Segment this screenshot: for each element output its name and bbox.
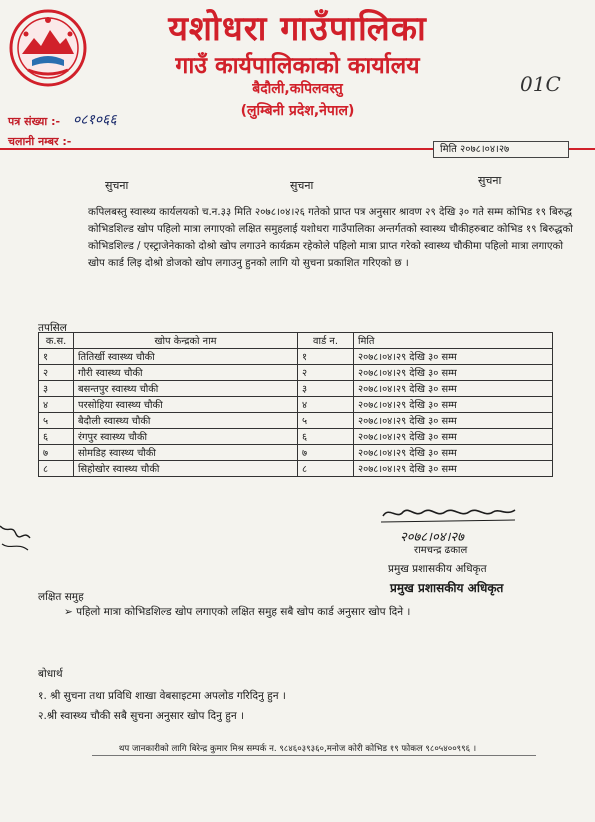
row-center-name: रंगपुर स्वास्थ्य चौकी <box>74 429 298 445</box>
dispatch-number-label: चलानी नम्बर :- <box>8 135 72 148</box>
row-sn: ५ <box>39 413 74 429</box>
row-ward: ८ <box>298 461 354 477</box>
target-group-text: ➢ पहिलो मात्रा कोभिडशिल्ड खोप लगाएको लक्षित समुह सबै खोप कार्ड अनुसार खोप दिने । <box>64 606 411 618</box>
handwritten-mark: 01C <box>520 72 561 96</box>
row-date: २०७८।०४।२९ देखि ३० सम्म <box>354 397 553 413</box>
table-row <box>39 397 553 413</box>
table-row <box>39 461 553 477</box>
row-sn: ७ <box>39 445 74 461</box>
row-date: २०७८।०४।२९ देखि ३० सम्म <box>354 365 553 381</box>
row-sn: २ <box>39 365 74 381</box>
reference-number-value: ०८१०६६ <box>73 112 117 128</box>
vaccination-centers-table <box>38 332 553 477</box>
signatory-stamp: प्रमुख प्रशासकीय अधिकृत <box>390 581 504 595</box>
row-center-name: तितिर्खी स्वास्थ्य चौकी <box>74 349 298 365</box>
table-row <box>39 413 553 429</box>
col-header-sn: क.स. <box>39 333 74 349</box>
row-center-name: सोमडिह स्वास्थ्य चौकी <box>74 445 298 461</box>
notice-heading-2: सुचना <box>290 179 314 192</box>
row-ward: ४ <box>298 397 354 413</box>
row-date: २०७८।०४।२९ देखि ३० सम्म <box>354 429 553 445</box>
cc-heading: बोधार्थ <box>38 668 63 680</box>
office-title: गाउँ कार्यपालिकाको कार्यालय <box>175 53 420 79</box>
signatory-name: रामचन्द्र ढकाल <box>414 545 468 556</box>
row-sn: ३ <box>39 381 74 397</box>
row-ward: ६ <box>298 429 354 445</box>
row-ward: २ <box>298 365 354 381</box>
letter-date: मिति २०७८।०४।२७ <box>433 141 569 158</box>
table-row <box>39 445 553 461</box>
margin-initials-icon <box>0 520 34 560</box>
row-sn: ४ <box>39 397 74 413</box>
row-center-name: गौरी स्वास्थ्य चौकी <box>74 365 298 381</box>
notice-body: कपिलबस्तु स्वास्थ्य कार्यलयको च.न.३३ मिति २०७८।०४।२६ गतेको प्राप्त पत्र अनुसार श्रावण २९ देखि ३० गते सम्म कोभिड १९ बिरुद्ध कोभिडशिल्ड खोप पहिलो मात्रा लगाएको लक्षित समुहलाई यशोधरा गाउँपालिका अन्तर्गतको स्वास्थ्य चौकीहरुबाट कोभिड १९ बिरुद्धको कोभिडशिल्ड / एस्ट्राजेनेकाको दोश्रो खोप लगाउने कार्यक्रम रहेकोले पहिलो मात्रा प्राप्त गरेको स्वास्थ्य चौकीमा पहिलो मात्रा लगाएको खोप कार्ड लिइ दोश्रो डोजको खोप लगाउनु हुनको लागि यो सुचना प्रकाशित गरिएको छ । <box>88 207 573 269</box>
row-sn: ८ <box>39 461 74 477</box>
col-header-ward: वार्ड न. <box>298 333 354 349</box>
row-ward: ५ <box>298 413 354 429</box>
notice-heading-3: सुचना <box>478 174 502 187</box>
contact-footer: थप जानकारीको लागि बिरेन्द्र कुमार मिश्र सम्पर्क न. ९८४६०३९३६०,मनोज कोरी कोभिड १९ फोकल ९८०५४००९९६ । <box>118 744 477 754</box>
row-date: २०७८।०४।२९ देखि ३० सम्म <box>354 381 553 397</box>
office-place: बैदौली,कपिलवस्तु <box>252 81 343 97</box>
row-ward: ३ <box>298 381 354 397</box>
reference-number-label: पत्र संख्या :- <box>8 115 61 128</box>
table-row <box>39 349 553 365</box>
municipality-title: यशोधरा गाउँपालिका <box>168 9 427 49</box>
table-header-row <box>39 333 553 349</box>
cc-item-2: २.श्री स्वास्थ्य चौकी सबै सुचना अनुसार खोप दिनु हुन । <box>38 710 244 722</box>
row-date: २०७८।०४।२९ देखि ३० सम्म <box>354 413 553 429</box>
table-caption: तपसिल <box>38 322 67 334</box>
table-row <box>39 429 553 445</box>
row-date: २०७८।०४।२९ देखि ३० सम्म <box>354 445 553 461</box>
signatory-title: प्रमुख प्रशासकीय अधिकृत <box>388 563 487 575</box>
row-date: २०७८।०४।२९ देखि ३० सम्म <box>354 349 553 365</box>
table-row <box>39 365 553 381</box>
row-center-name: बैदौली स्वास्थ्य चौकी <box>74 413 298 429</box>
row-center-name: बसन्तपुर स्वास्थ्य चौकी <box>74 381 298 397</box>
row-ward: १ <box>298 349 354 365</box>
signature-date: २०७८।०४।२७ <box>400 530 464 545</box>
target-group-heading: लक्षित समुह <box>38 591 84 603</box>
office-province: (लुम्बिनी प्रदेश,नेपाल) <box>240 103 355 119</box>
row-ward: ७ <box>298 445 354 461</box>
footer-divider <box>92 755 536 756</box>
row-sn: ६ <box>39 429 74 445</box>
col-header-date: मिति <box>354 333 553 349</box>
table-row <box>39 381 553 397</box>
row-sn: १ <box>39 349 74 365</box>
cc-item-1: १. श्री सुचना तथा प्रविधि शाखा वेबसाइटमा अपलोड गरिदिनु हुन । <box>38 690 286 702</box>
notice-heading-1: सुचना <box>105 179 129 192</box>
row-center-name: सिहोखोर स्वास्थ्य चौकी <box>74 461 298 477</box>
col-header-center: खोप केन्द्रको नाम <box>74 333 298 349</box>
row-center-name: परसोहिया स्वास्थ्य चौकी <box>74 397 298 413</box>
row-date: २०७८।०४।२९ देखि ३० सम्म <box>354 461 553 477</box>
